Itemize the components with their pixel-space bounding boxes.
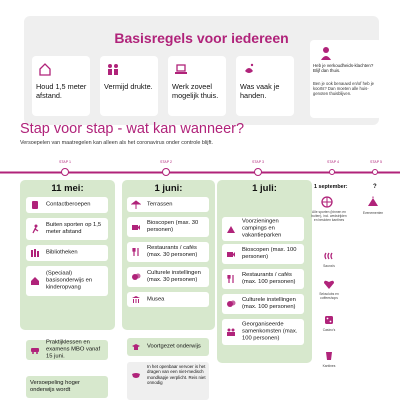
- running-icon: [30, 224, 40, 234]
- measure-text: Praktijklessen en examens MBO vanaf 15 juni.: [46, 339, 101, 360]
- rule-card-work-home: [168, 56, 226, 116]
- column-11-mei: [20, 180, 115, 330]
- measure-item: [222, 294, 304, 314]
- column-title-1-september: 1 september:: [314, 184, 348, 190]
- rule-text: Houd 1,5 meter afstand.: [36, 82, 87, 100]
- measure-item: [26, 218, 108, 240]
- measure-item: [127, 292, 209, 307]
- rule-text: Vermijd drukte.: [104, 82, 153, 91]
- measure-item: [26, 266, 108, 296]
- measure-item: [26, 245, 108, 261]
- sick-person-icon: [318, 45, 334, 61]
- measure-text: Bioscopen (max. 100 personen): [242, 247, 297, 260]
- column-1-juli: [217, 180, 312, 363]
- sept-item-text: Seksclubs en coffeeshops: [319, 292, 339, 300]
- measure-text: Voorzieningen campings en vakantieparken: [242, 218, 282, 239]
- stage-label: STAP 2: [159, 160, 173, 164]
- rule-card-distance: [32, 56, 90, 116]
- sept-item-text: Casino's: [322, 328, 336, 332]
- timeline-dot: [372, 169, 378, 175]
- camping-icon: [226, 224, 236, 234]
- timeline-line: [0, 171, 400, 174]
- column-title: 1 juni:: [154, 183, 183, 194]
- museum-icon: [131, 295, 141, 305]
- section-subtitle: Versoepelen van maatregelen kan alleen als het coronavirus onder controle blijft.: [20, 140, 213, 146]
- rule-card-crowds: [100, 56, 158, 116]
- rule-card-wash-hands: [236, 56, 294, 116]
- measure-text: Terrassen: [147, 201, 173, 207]
- sick-question: Heb je verkoudheids-klachten? Blijf dan thuis.: [313, 63, 374, 74]
- culture-icon: [131, 272, 141, 282]
- measure-text: In het openbaar vervoer is het dragen van een niet-medisch mondkapje verplicht. Reis niet onnodig: [147, 364, 206, 386]
- measure-text: Voortgezet onderwijs: [147, 343, 201, 350]
- sept-item-text: Kantines: [322, 364, 336, 368]
- column-title-unknown: ?: [373, 184, 377, 190]
- crowd-icon: [106, 62, 120, 76]
- stage-label: STAP 4: [326, 160, 340, 164]
- canteen-icon: [323, 350, 335, 362]
- measure-item: [127, 217, 209, 237]
- stage-label: STAP 1: [58, 160, 72, 164]
- sports-icon: [321, 196, 333, 208]
- column-1-juni: [122, 180, 215, 330]
- stage-label: STAP 5: [369, 160, 383, 164]
- measure-item: [127, 267, 209, 287]
- sauna-icon: [323, 250, 335, 262]
- measure-item: [127, 197, 209, 212]
- sex-club-icon: [323, 278, 335, 290]
- measure-text: Georganiseerde samenkomsten (max. 100 personen): [242, 321, 298, 342]
- measure-text: Versoepeling hoger onderwijs wordt: [30, 380, 80, 393]
- sick-answer: Ben je ook benauwd en/of heb je koorts? Dan moeten alle huis-genoten thuisblijven.: [313, 81, 374, 97]
- measure-text: Musea: [147, 296, 165, 302]
- restaurant-icon: [131, 247, 141, 257]
- measure-item: [26, 197, 108, 213]
- section-title: Stap voor stap - wat kan wanneer?: [20, 121, 245, 137]
- sick-advice-card: [310, 40, 382, 118]
- rule-text: Werk zoveel mogelijk thuis.: [172, 82, 219, 100]
- education-icon: [131, 342, 141, 352]
- event-tent-icon: [367, 196, 379, 208]
- mask-notice: [127, 362, 209, 400]
- measure-text: Bibliotheken: [46, 249, 78, 256]
- measure-text: Culturele instellingen (max. 30 personen): [147, 270, 201, 283]
- measure-text: Culturele instellingen (max. 100 personen): [242, 297, 296, 310]
- phone-icon: [30, 200, 40, 210]
- measure-text: Bioscopen (max. 30 personen): [147, 220, 199, 233]
- cinema-icon: [226, 249, 236, 259]
- vehicle-icon: [30, 345, 40, 355]
- sept-item-text: Alle sporten (binnen en buiten), incl. wedstrijden en besloten kantines: [311, 210, 347, 222]
- culture-icon: [226, 299, 236, 309]
- measure-text: Restaurants / cafés (max. 100 personen): [242, 272, 296, 285]
- timeline-dot: [61, 168, 69, 176]
- measure-item: [127, 338, 209, 356]
- handwash-icon: [242, 62, 256, 76]
- basic-rules-title: Basisregels voor iedereen: [114, 30, 289, 46]
- measure-text: (Speciaal) basisonderwijs en kinderopvang: [46, 270, 93, 291]
- school-icon: [30, 276, 40, 286]
- measure-text: Buiten sporten op 1,5 meter afstand: [46, 222, 102, 235]
- measure-item: [26, 376, 108, 398]
- measure-item: [222, 319, 304, 345]
- sept-item-text: Sauna's: [323, 264, 335, 268]
- laptop-icon: [174, 62, 188, 76]
- measure-item: [26, 340, 108, 360]
- stage-label: STAP 3: [251, 160, 265, 164]
- books-icon: [30, 248, 40, 258]
- casino-icon: [323, 314, 335, 326]
- measure-item: [222, 269, 304, 289]
- cinema-icon: [131, 222, 141, 232]
- rule-text: Was vaak je handen.: [240, 82, 280, 100]
- measure-text: Contactberoepen: [46, 201, 91, 208]
- timeline-dot: [254, 168, 262, 176]
- measure-item: [222, 244, 304, 264]
- column-title: 11 mei:: [51, 183, 84, 194]
- timeline-dot: [329, 169, 335, 175]
- column-title: 1 juli:: [252, 183, 277, 194]
- unknown-item-text: Evenementen: [362, 211, 384, 215]
- gathering-icon: [226, 327, 236, 337]
- home-icon: [38, 62, 52, 76]
- terrace-icon: [131, 200, 141, 210]
- restaurant-icon: [226, 274, 236, 284]
- measure-text: Restaurants / cafés (max. 30 personen): [147, 245, 198, 258]
- timeline-dot: [162, 168, 170, 176]
- measure-item: [222, 217, 304, 241]
- mask-icon: [131, 370, 141, 380]
- measure-item: [127, 242, 209, 262]
